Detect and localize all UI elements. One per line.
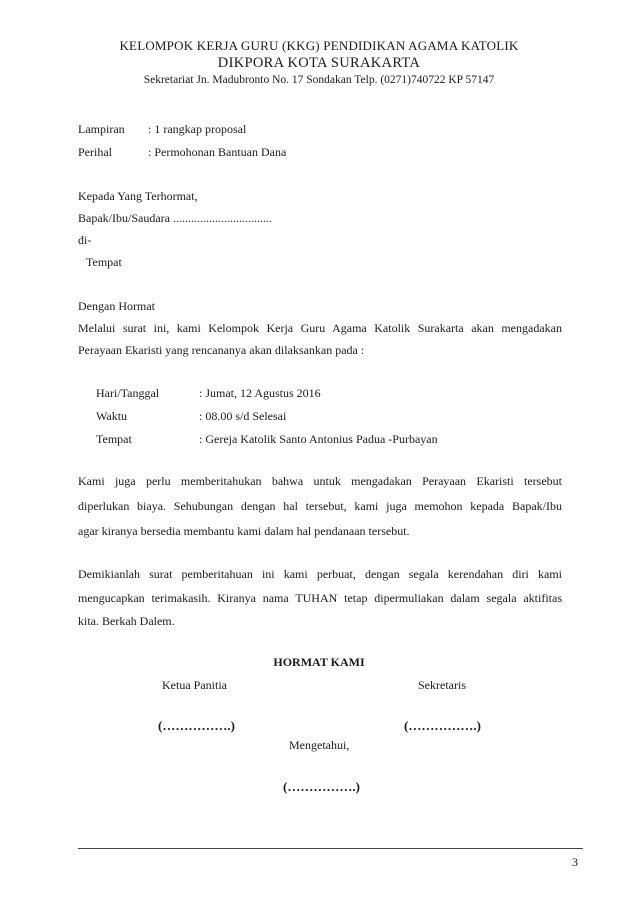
approver-signature-line: (…………….)	[283, 779, 360, 794]
event-row-label: Hari/Tanggal	[96, 386, 160, 400]
closing-title: HORMAT KAMI	[273, 655, 365, 669]
approval-label: Mengetahui,	[289, 738, 350, 752]
secretary-title: Sekretaris	[418, 678, 466, 692]
lampiran-value: : 1 rangkap proposal	[148, 122, 247, 136]
letterhead-address: Sekretariat Jn. Madubronto No. 17 Sondakan Telp. (0271)740722 KP 57147	[143, 74, 495, 86]
secretary-signature-line: (…………….)	[404, 718, 481, 733]
greeting: Dengan Hormat	[78, 299, 155, 313]
event-row-label: Waktu	[96, 409, 128, 423]
lampiran-label: Lampiran	[78, 122, 125, 136]
event-row-value: : Gereja Katolik Santo Antonius Padua -Purbayan	[199, 432, 438, 446]
recipient-salutation: Kepada Yang Terhormat,	[78, 189, 198, 203]
chairman-signature-line: (…………….)	[158, 718, 235, 733]
paragraph-3-line-3: kita. Berkah Dalem.	[78, 614, 175, 628]
letterhead-office: DIKPORA KOTA SURAKARTA	[217, 55, 421, 71]
recipient-name: Bapak/Ibu/Saudara .................................	[78, 211, 272, 225]
paragraph-2-line-3: agar kiranya bersedia membantu kami dalam hal pendanaan tersebut.	[78, 524, 410, 538]
intro-line-1: Melalui surat ini, kami Kelompok Kerja Guru Agama Katolik Surakarta akan mengadakan	[78, 321, 562, 335]
paragraph-3-line-1: Demikianlah surat pemberitahuan ini kami perbuat, dengan segala kerendahan diri kami	[78, 567, 562, 581]
perihal-label: Perihal	[78, 145, 112, 159]
intro-line-2: Perayaan Ekaristi yang rencananya akan dilaksankan pada :	[78, 343, 365, 357]
event-row-value: : 08.00 s/d Selesai	[199, 409, 287, 423]
paragraph-2-line-2: diperlukan biaya. Sehubungan dengan hal tersebut, kami juga memohon kepada Bapak/Ibu	[78, 499, 562, 513]
event-row-value: : Jumat, 12 Agustus 2016	[199, 386, 321, 400]
event-row-label: Tempat	[96, 432, 132, 446]
footer-divider	[78, 848, 583, 849]
paragraph-3-line-2: mengucapkan terimakasih. Kiranya nama TUHAN tetap dipermuliakan dalam segala aktifitas	[78, 591, 562, 605]
letterhead-organization: KELOMPOK KERJA GURU (KKG) PENDIDIKAN AGAMA KATOLIK	[119, 38, 519, 53]
paragraph-2-line-1: Kami juga perlu memberitahukan bahwa untuk mengadakan Perayaan Ekaristi tersebut	[78, 474, 562, 488]
recipient-di: di-	[78, 233, 92, 247]
recipient-place: Tempat	[86, 255, 122, 269]
perihal-value: : Permohonan Bantuan Dana	[148, 145, 287, 159]
page-number: 3	[572, 855, 578, 869]
chairman-title: Ketua Panitia	[162, 678, 227, 692]
